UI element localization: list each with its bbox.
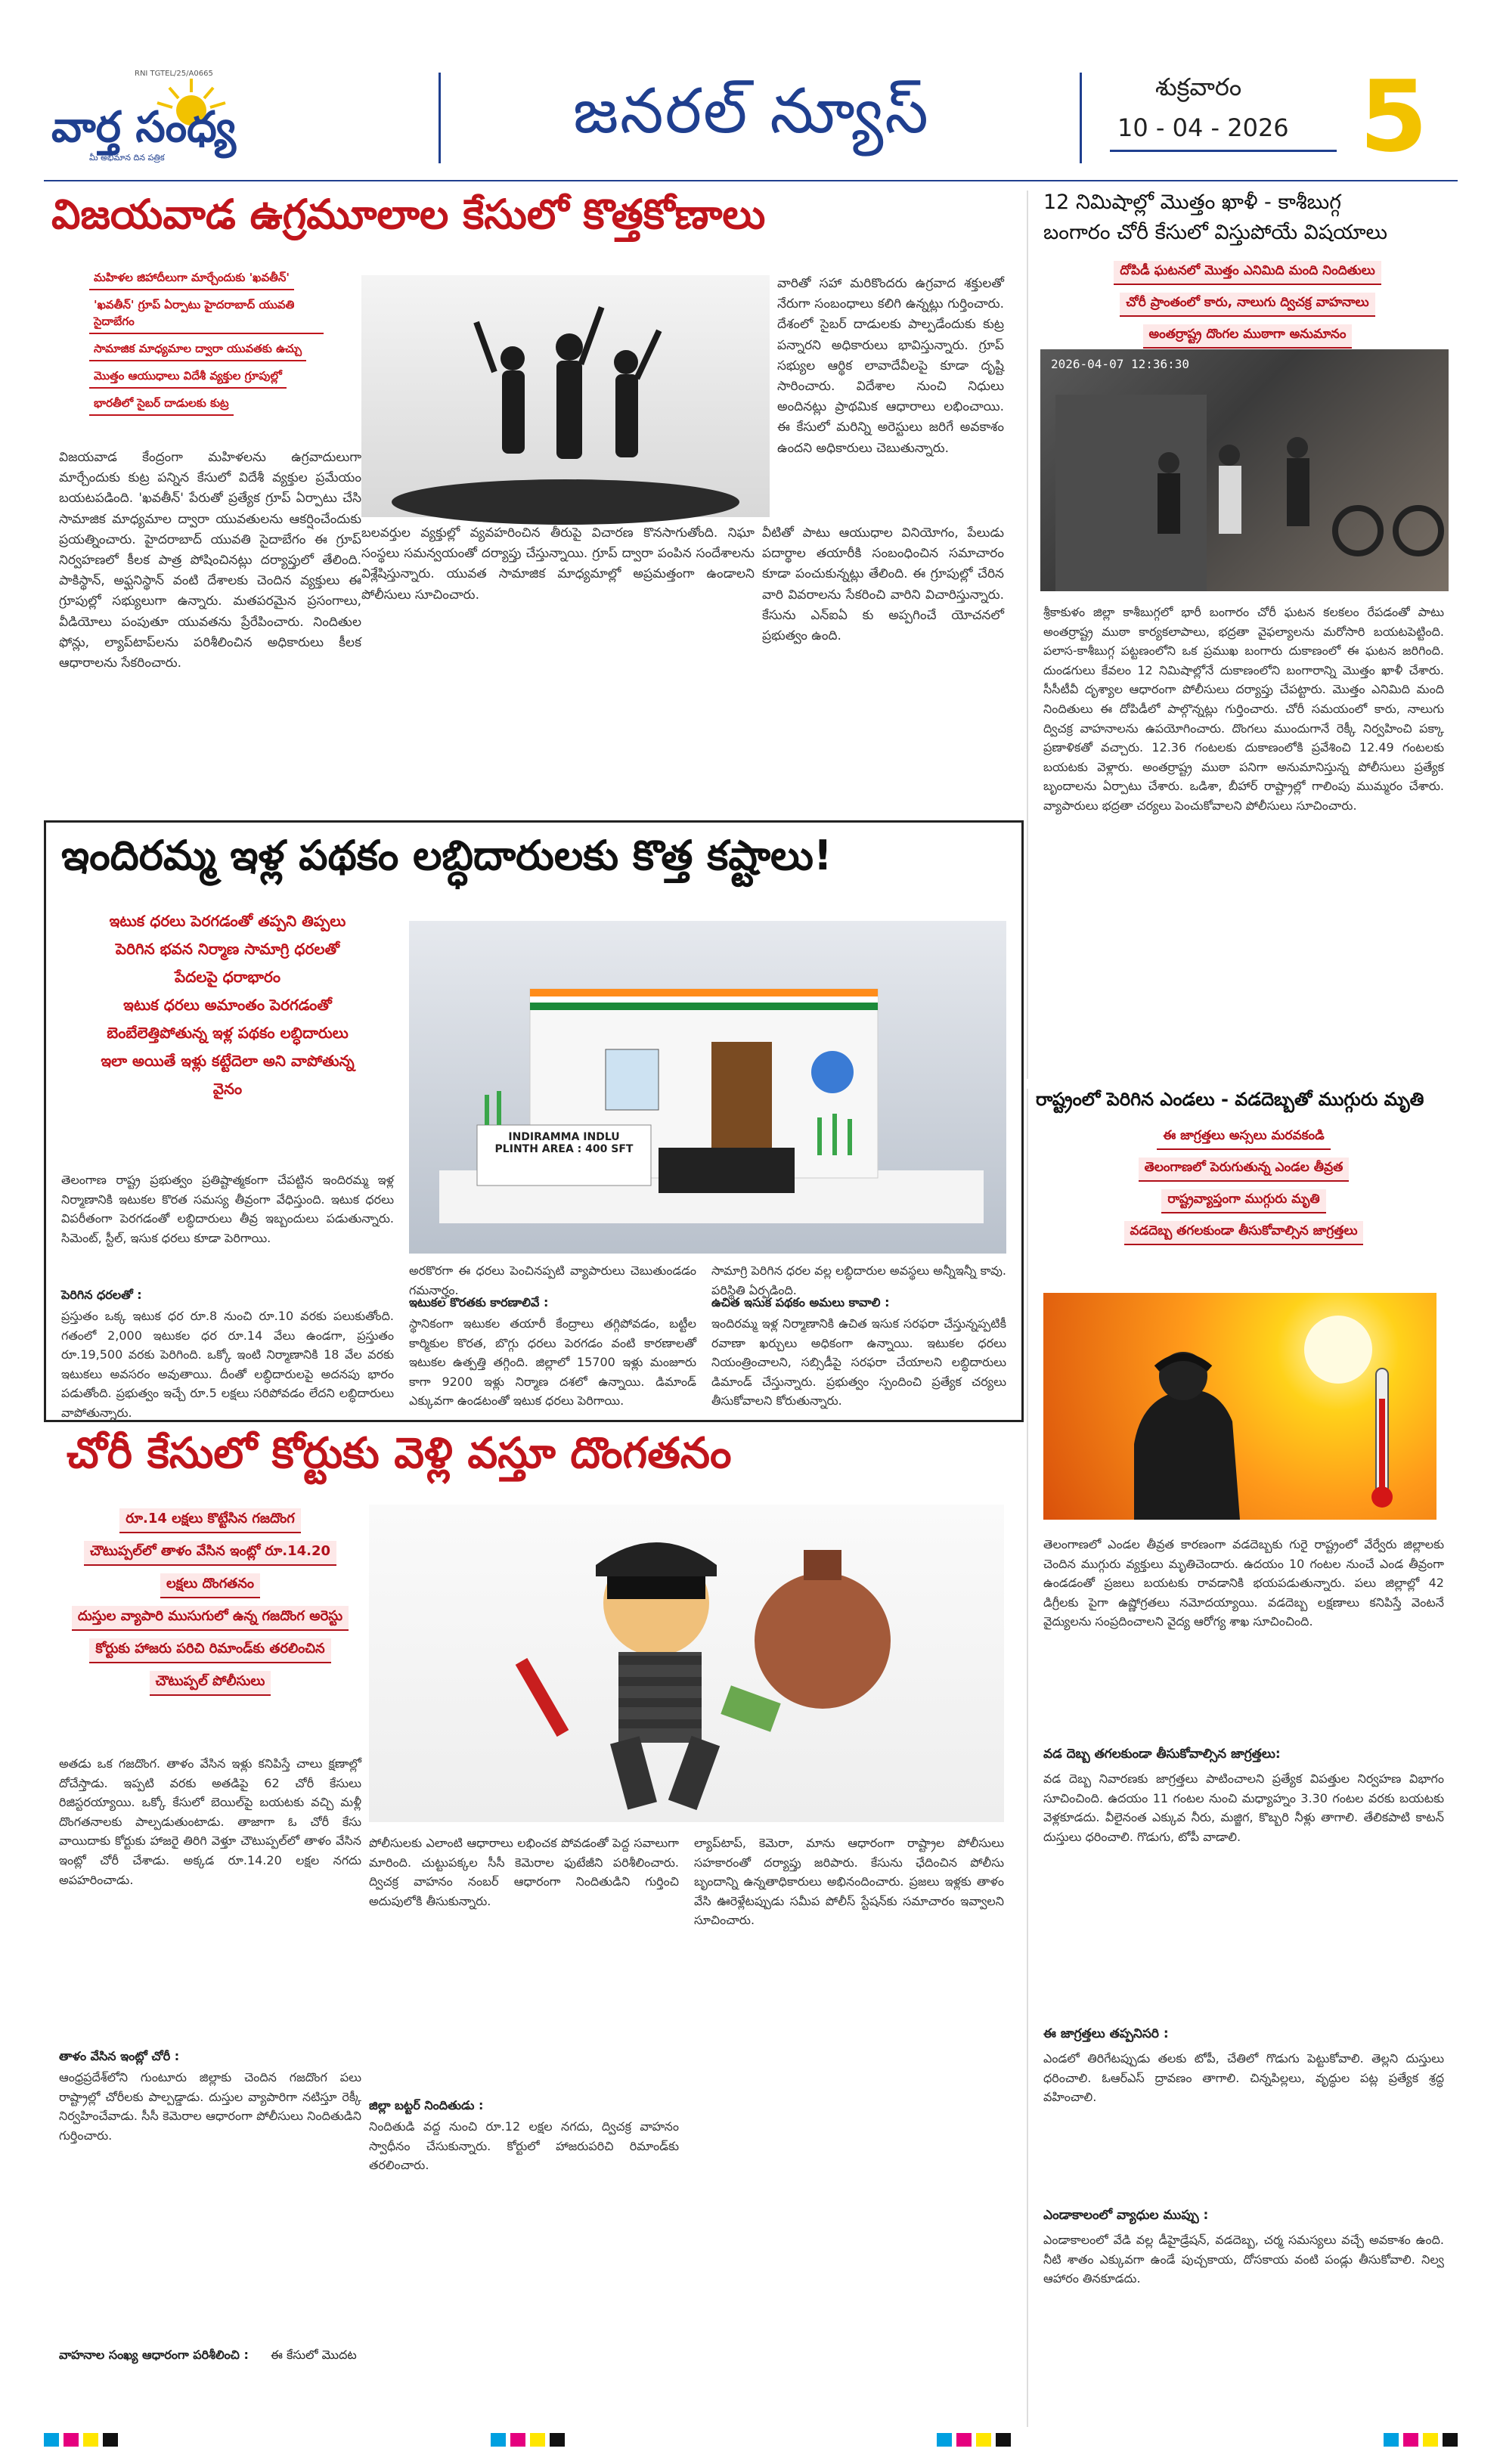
- headline-line2: బంగారం చోరీ కేసులో విస్తుపోయే విషయాలు: [1043, 221, 1387, 244]
- body-text: శ్రీకాకుళం జిల్లా కాశీబుగ్గలో భారీ బంగారం చోరీ ఘటన కలకలం రేపడంతో పాటు అంతర్రాష్ట్ర ముఠా కార్యకలాపాలు, భద్రతా వైఫల్యాలను మరోసారి బయటపెట్టింది. పలాస-కాశీబుగ్గ పట్టణంలోని ఒక ప్రముఖ బంగారు దుకాణంలో ఈ ఘటన జరిగింది. దుండగులు కేవలం 12 నిమిషాల్లోనే దుకాణంలోని బంగారాన్ని మొత్తం ఖాళీ చేశారు. సీసీటీవీ దృశ్యాల ఆధారంగా పోలీసులు దర్యాప్తు చేపట్టారు. మొత్తం ఎనిమిది మంది నిందితులు ఈ దోపిడీలో పాల్గొన్నట్లు గుర్తించారు. చోరీ సమయంలో కారు, నాలుగు ద్విచక్ర వాహనాలను ఉపయోగించారు. దొంగలు ముందుగానే రెక్కీ నిర్వహించి పక్కా ప్రణాళికతో వచ్చారు. 12.36 గంటలకు దుకాణంలోకి ప్రవేశించి 12.49 గంటలకు బయటకు వెళ్లారు. అంతర్రాష్ట్ర ముఠా పనిగా అనుమానిస్తున్న పోలీసులు ప్రత్యేక బృందాలను ఏర్పాటు చేశారు. ఒడిశా, బీహార్ రాష్ట్రాల్లో గాలింపు ముమ్మరం చేశారు. వ్యాపారులు భద్రతా చర్యలు పెంచుకోవాలని పోలీసులు సూచించారు.: [1043, 605, 1444, 813]
- house-model-image: [409, 921, 1006, 1254]
- model-sign-line2: PLINTH AREA : 400 SFT: [494, 1143, 634, 1155]
- subsection-title: జిల్లా బట్టర్ నిందితుడు :: [369, 2098, 484, 2112]
- subsection-title: వాహనాల సంఖ్య ఆధారంగా పరిశీలించి :: [59, 2348, 249, 2362]
- story-gold-theft: [1027, 191, 1459, 1079]
- subsection-title: ఉచిత ఇసుక పథకం అమలు కావాలి :: [711, 1295, 890, 1309]
- body-column: విజయవాడ కేంద్రంగా మహిళలను ఉగ్రవాదులుగా మార్చేందుకు కుట్ర పన్నిన కేసులో విదేశీ వ్యక్తుల ప్రమేయం బయటపడింది. 'ఖవతీన్' పేరుతో ప్రత్యేక గ్రూప్ ఏర్పాటు చేసి సామాజిక మాధ్యమాల ద్వారా యువతులను ఆకర్షించేందుకు ప్రయత్నించారు. హైదరాబాద్ యువతి సైదాబేగం ఈ గ్రూప్ నిర్వహణలో కీలక పాత్ర పోషించినట్లు దర్యాప్తులో తేలింది. పాకిస్థాన్, అఫ్ఘనిస్థాన్ వంటి దేశాలకు చెందిన వ్యక్తులు ఈ గ్రూపుల్లో సభ్యులుగా ఉన్నారు. మతపరమైన ప్రసంగాలు, వీడియోలు పంపుతూ యువతను ప్రేరేపించారు. నిందితుల ఫోన్లు, ల్యాప్‌టాప్‌లను పరిశీలించిన అధికారులు కీలక ఆధారాలను సేకరించారు.: [59, 450, 361, 671]
- headline: చోరీ కేసులో కోర్టుకు వెళ్లి వస్తూ దొంగతనం: [67, 1429, 732, 1478]
- body-column: ప్రస్తుతం ఒక్క ఇటుక ధర రూ.8 నుంచి రూ.10 వరకు పలుకుతోంది. గతంలో 2,000 ఇటుకల ధర రూ.14 వేలు ఉండగా, ప్రస్తుతం రూ.19,500 వరకు పెరిగింది. ఒక్కో ఇంటి నిర్మాణానికి 18 వేల వరకు ఇటుకలు అవసరం అవుతాయి. దీంతో లబ్ధిదారులపై అదనపు భారం పడుతోంది. ప్రభుత్వం ఇచ్చే రూ.5 లక్షలు సరిపోవడం లేదని లబ్ధిదారులు వాపోతున్నారు.: [61, 1309, 394, 1420]
- headline: విజయవాడ ఉగ్రమూలాల కేసులో కొత్తకోణాలు: [51, 191, 766, 238]
- subhead: మొత్తం ఆయుధాలు విదేశీ వ్యక్తుల గ్రూపుల్లో: [89, 367, 287, 389]
- diet-title: ఎండాకాలంలో వ్యాధుల ముప్పు :: [1043, 2208, 1209, 2223]
- subhead: లక్షలు దొంగతనం: [160, 1573, 260, 1598]
- cctv-timestamp: 2026-04-07 12:36:30: [1051, 357, 1190, 371]
- cctv-image: [1040, 349, 1449, 591]
- model-sign-line1: INDIRAMMA INDLU: [508, 1131, 620, 1143]
- subhead: చౌటుప్పల్‌లో తాళం వేసిన ఇంట్లో రూ.14.20: [84, 1541, 336, 1566]
- paper-name: వార్త సంధ్య: [51, 103, 236, 152]
- subhead: ఇటుక ధరలు పెరగడంతో తప్పని తిప్పలు: [109, 912, 346, 930]
- body-column: ఇందిరమ్మ ఇళ్ల నిర్మాణానికి ఉచిత ఇసుక సరఫరా చేస్తున్నప్పటికీ రవాణా ఖర్చులు అధికంగా ఉన్నాయి. ఇటుకల ధరలు నియంత్రించాలని, సబ్సిడీపై సరఫరా చేయాలని లబ్ధిదారులు డిమాండ్ చేస్తున్నారు. ప్రభుత్వం స్పందించి ప్రత్యేక చర్యలు తీసుకోవాలని కోరుతున్నారు.: [711, 1316, 1006, 1409]
- subhead: పెరిగిన భవన నిర్మాణ సామాగ్రి ధరలతో: [115, 940, 340, 958]
- body-column: పోలీసులకు ఎలాంటి ఆధారాలు లభించక పోవడంతో పెద్ద సవాలుగా మారింది. చుట్టుపక్కల సీసీ కెమెరాల ఫుటేజీని పరిశీలించారు. ద్విచక్ర వాహనం నంబర్ ఆధారంగా నిందితుడిని గుర్తించి అదుపులోకి తీసుకున్నారు.: [369, 1836, 679, 1908]
- body-text: తెలంగాణలో ఎండల తీవ్రత కారణంగా వడదెబ్బకు గురై రాష్ట్రంలో వేర్వేరు జిల్లాలకు చెందిన ముగ్గురు వ్యక్తులు మృతిచెందారు. ఉదయం 10 గంటల నుంచే ఎండ తీవ్రంగా ఉండడంతో ప్రజలు బయటకు రావడానికి భయపడుతున్నారు. పలు జిల్లాల్లో 42 డిగ్రీలకు పైగా ఉష్ణోగ్రతలు నమోదయ్యాయి. వడదెబ్బ లక్షణాలు కనిపిస్తే వెంటనే వైద్యులను సంప్రదించాలని వైద్య ఆరోగ్య శాఖ సూచించింది.: [1043, 1537, 1444, 1629]
- subhead: అంతర్రాష్ట్ర దొంగల ముఠాగా అనుమానం: [1143, 324, 1353, 349]
- masthead-divider: [439, 73, 441, 163]
- subhead: సామాజిక మాధ్యమాల ద్వారా యువతకు ఉచ్చు: [89, 340, 306, 361]
- body-column: స్థానికంగా ఇటుకల తయారీ కేంద్రాలు తగ్గిపోవడం, బట్టీల కార్మికుల కొరత, బొగ్గు ధరలు పెరగడం వంటి కారణాలతో ఇటుకల ఉత్పత్తి తగ్గింది. జిల్లాలో 15700 ఇళ్లు మంజూరు కాగా 9200 ఇళ్లు నిర్మాణ దశలో ఉన్నాయి. డిమాండ్ ఎక్కువగా ఉండటంతో ఇటుక ధరలు పెరిగాయి.: [409, 1316, 696, 1409]
- subhead: చౌటుప్పల్ పోలీసులు: [150, 1671, 271, 1696]
- diet-text: ఎండాకాలంలో వేడి వల్ల డీహైడ్రేషన్, వడదెబ్బ, చర్మ సమస్యలు వచ్చే అవకాశం ఉంది. నీటి శాతం ఎక్కువగా ఉండే పుచ్చకాయ, దోసకాయ వంటి పండ్లు తీసుకోవాలి. నిల్వ ఆహారం తినకూడదు.: [1043, 2233, 1444, 2286]
- body-column: వీటితో పాటు ఆయుధాల వినియోగం, పేలుడు పదార్థాల తయారీకి సంబంధించిన సమాచారం కూడా పంచుకున్నట్లు తేలింది. ఈ గ్రూపుల్లో చేరిన వారి వివరాలను సేకరించి వారిని విచారిస్తున్నారు. కేసును ఎన్ఐఏ కు అప్పగించే యోచనలో ప్రభుత్వం ఉంది.: [762, 525, 1004, 643]
- story-indiramma: [44, 820, 1024, 1422]
- subhead: బెంబేలెత్తిపోతున్న ఇళ్ల పథకం లబ్ధిదారులు: [107, 1024, 349, 1042]
- subsection-title: పెరిగిన ధరలతో :: [61, 1288, 142, 1302]
- date-underline: [1110, 150, 1337, 152]
- subhead: 'ఖవతీన్' గ్రూప్ ఏర్పాటు హైదరాబాద్ యువతి సైదాబేగం: [89, 296, 324, 334]
- tagline: మీ అభిమాన దిన పత్రిక: [89, 153, 165, 163]
- logo: [44, 67, 316, 165]
- body-column: వారితో సహా మరికొందరు ఉగ్రవాద శక్తులతో నేరుగా సంబంధాలు కలిగి ఉన్నట్లు గుర్తించారు. దేశంలో సైబర్ దాడులకు పాల్పడేందుకు కుట్ర పన్నారని అధికారులు భావిస్తున్నారు. గ్రూప్ సభ్యుల ఆర్థిక లావాదేవీలపై కూడా దృష్టి సారించారు. విదేశాల నుంచి నిధులు అందినట్లు ప్రాథమిక ఆధారాలు లభించాయి. ఈ కేసులో మరిన్ని అరెస్టులు జరిగే అవకాశం ఉందని అధికారులు చెబుతున్నారు.: [777, 276, 1004, 456]
- body-column: ఆంధ్రప్రదేశ్‌లోని గుంటూరు జిల్లాకు చెందిన గజదొంగ పలు రాష్ట్రాల్లో చోరీలకు పాల్పడ్డాడు. దుస్తుల వ్యాపారిగా నటిస్తూ రెక్కీ నిర్వహించేవాడు. సీసీ కెమెరాల ఆధారంగా పోలీసులు నిందితుడిని గుర్తించారు.: [59, 2070, 361, 2143]
- body-column: సామాగ్రి పెరిగిన ధరల వల్ల లబ్ధిదారుల అవస్థలు అన్నీఇన్నీ కావు. పరిస్థితి ఏర్పడింది.: [711, 1263, 1006, 1297]
- subsection-title: ఇటుకల కొరతకు కారణాలివే :: [409, 1295, 549, 1309]
- story-vijayawada: [44, 191, 1019, 810]
- body-column: నిందితుడి వద్ద నుంచి రూ.12 లక్షల నగదు, ద్విచక్ర వాహనం స్వాధీనం చేసుకున్నారు. కోర్టులో హాజరుపరిచి రిమాండ్‌కు తరలించారు.: [369, 2119, 679, 2173]
- print-color-bar: [44, 2433, 1458, 2448]
- subhead: ఇలా అయితే ఇళ్లు కట్టేదెలా అని వాపోతున్న: [101, 1052, 355, 1070]
- body-column: బలవర్తుల వ్యక్తుల్లో వ్యవహరించిన తీరుపై విచారణ కొనసాగుతోంది. నిఘా సంస్థలు సమన్వయంతో దర్యాప్తు చేస్తున్నాయి. గ్రూప్ ద్వారా పంపిన సందేశాలను విశ్లేషిస్తున్నారు. యువత సామాజిక మాధ్యమాల్లో అప్రమత్తంగా ఉండాలని పోలీసులు సూచించారు.: [361, 525, 755, 603]
- subhead: దోపిడీ ఘటనలో మొత్తం ఎనిమిది మంది నిందితులు: [1114, 261, 1381, 285]
- cartoon-thief-image: [369, 1505, 1004, 1822]
- color-swatch-group: [937, 2433, 1011, 2448]
- subhead-list: [89, 266, 324, 419]
- date-label: 10 - 04 - 2026: [1117, 113, 1289, 142]
- subhead: మహిళల జిహాదీలుగా మార్చేందుకు 'ఖవతీన్': [89, 269, 294, 290]
- subhead-list: [1058, 257, 1436, 352]
- masthead-rule: [44, 180, 1458, 181]
- heatwave-image: [1043, 1293, 1436, 1520]
- subhead: కోర్టుకు హాజరు పరిచి రిమాండ్‌కు తరలించిన: [89, 1638, 330, 1663]
- model-sign: [481, 1131, 647, 1155]
- subhead: తెలంగాణలో పెరుగుతున్న ఎండల తీవ్రత: [1139, 1158, 1350, 1182]
- headline: ఇందిరమ్మ ఇళ్ల పథకం లబ్ధిదారులకు కొత్త కష్టాలు!: [61, 832, 832, 879]
- subhead: ఈ జాగ్రత్తలు అస్సలు మరవకండి: [1157, 1126, 1330, 1150]
- subhead: వడదెబ్బ తగలకుండా తీసుకోవాల్సిన జాగ్రత్తలు: [1124, 1221, 1364, 1245]
- subhead-list: [1058, 1122, 1429, 1249]
- headline-line1: 12 నిమిషాల్లో మొత్తం ఖాళీ - కాశీబుగ్గ: [1043, 191, 1341, 214]
- subhead: వైనం: [212, 1080, 243, 1098]
- dos-title: ఈ జాగ్రత్తలు తప్పనిసరి :: [1043, 2026, 1169, 2041]
- subhead: రూ.14 లక్షలు కొట్టేసిన గజదొంగ: [119, 1508, 300, 1533]
- subhead: దుస్తుల వ్యాపారి ముసుగులో ఉన్న గజదొంగ అరెస్టు: [72, 1606, 349, 1631]
- headline: రాష్ట్రంలో పెరిగిన ఎండలు - వడదెబ్బతో ముగ్గురు మృతి: [1036, 1089, 1424, 1110]
- story-thief: [44, 1429, 1019, 2427]
- subhead: భారతీలో సైబర్ దాడులకు కుట్ర: [89, 395, 234, 416]
- story-heat: [1027, 1089, 1459, 2427]
- masthead: [44, 59, 1458, 174]
- page-number: 5: [1359, 59, 1428, 174]
- color-swatch-group: [44, 2433, 118, 2448]
- body-column: అతడు ఒక గజదొంగ. తాళం వేసిన ఇళ్లు కనిపిస్తే చాలు క్షణాల్లో దోచేస్తాడు. ఇప్పటి వరకు అతడిపై 62 చోరీ కేసులు రిజిస్టరయ్యాయి. ఒక్కో కేసులో బెయిల్‌పై బయటకు వచ్చి మళ్లీ దొంగతనాలకు పాల్పడుతుంటాడు. తాజాగా ఓ చోరీ కేసు వాయిదాకు కోర్టుకు హాజరై తిరిగి వెళ్తూ చౌటుప్పల్‌లో తాళం వేసిన ఇంట్లో చోరీ చేశాడు. అక్కడ రూ.14.20 లక్షల నగదు అపహరించాడు.: [59, 1756, 361, 1887]
- militants-silhouette-image: [361, 275, 770, 517]
- color-swatch-group: [491, 2433, 565, 2448]
- body-column: ల్యాప్‌టాప్, కెమెరా, మాను ఆధారంగా రాష్ట్రాల పోలీసులు సహకారంతో దర్యాప్తు జరిపారు. కేసును ఛేదించిన పోలీసు బృందాన్ని ఉన్నతాధికారులు అభినందించారు. ప్రజలు ఇళ్లకు తాళం వేసి ఊరెళ్లేటప్పుడు సమీప పోలీస్ స్టేషన్‌కు సమాచారం ఇవ్వాలని సూచించారు.: [694, 1836, 1004, 1928]
- subhead-list: [61, 906, 394, 1108]
- masthead-divider-right: [1080, 73, 1082, 163]
- color-swatch-group: [1384, 2433, 1458, 2448]
- dos-text: ఎండలో తిరిగేటప్పుడు తలకు టోపీ, చేతిలో గొడుగు పెట్టుకోవాలి. తెల్లని దుస్తులు ధరించాలి. ఓఆర్ఎస్ ద్రావణం తాగాలి. చిన్నపిల్లలు, వృద్ధుల పట్ల ప్రత్యేక శ్రద్ధ వహించాలి.: [1043, 2051, 1444, 2105]
- subhead: రాష్ట్రవ్యాప్తంగా ముగ్గురు మృతి: [1161, 1189, 1325, 1213]
- subhead: పేదలపై ధరాభారం: [174, 968, 280, 986]
- reg-number: RNI TGTEL/25/A0665: [135, 70, 213, 78]
- tips-text: వడ దెబ్బ నివారణకు జాగ్రత్తలు పాటించాలని ప్రత్యేక విపత్తుల నిర్వహణ విభాగం సూచించింది. ఉదయం 11 గంటల నుంచి మధ్యాహ్నం 3.30 గంటల వరకు బయటకు వెళ్లకూడదు. వీలైనంత ఎక్కువ నీరు, మజ్జిగ, కొబ్బరి నీళ్లు తాగాలి. తేలికపాటి కాటన్ దుస్తులు ధరించాలి. గొడుగు, టోపీ వాడాలి.: [1043, 1771, 1444, 1844]
- subhead: ఇటుక ధరలు అమాంతం పెరగడంతో: [123, 996, 332, 1014]
- subhead: చోరీ ప్రాంతంలో కారు, నాలుగు ద్విచక్ర వాహనాలు: [1120, 293, 1374, 317]
- day-label: శుక్రవారం: [1155, 73, 1242, 101]
- body-fragment: ఈ కేసులో మొదట: [271, 2348, 357, 2362]
- body-column: తెలంగాణ రాష్ట్ర ప్రభుత్వం ప్రతిష్టాత్మకంగా చేపట్టిన ఇందిరమ్మ ఇళ్ల నిర్మాణానికి ఇటుకల కొరత సమస్య తీవ్రంగా వేధిస్తుంది. ఇటుక ధరలు విపరీతంగా పెరగడంతో లబ్ధిదారులు తీవ్ర ఇబ్బందులు పడుతున్నారు. సిమెంట్, స్టీల్, ఇసుక ధరలు కూడా పెరిగాయి.: [61, 1173, 394, 1245]
- tips-title: వడ దెబ్బ తగలకుండా తీసుకోవాల్సిన జాగ్రత్తలు:: [1043, 1746, 1281, 1762]
- subsection-title: తాళం వేసిన ఇంట్లో చోరీ :: [59, 2049, 180, 2063]
- section-title: జనరల్ న్యూస్: [573, 76, 930, 147]
- subhead-list: [59, 1505, 361, 1700]
- body-column: అరకొరగా ఈ ధరలు పెంచినప్పటి వ్యాపారులు చెబుతుండడం గమనార్హం.: [409, 1263, 696, 1297]
